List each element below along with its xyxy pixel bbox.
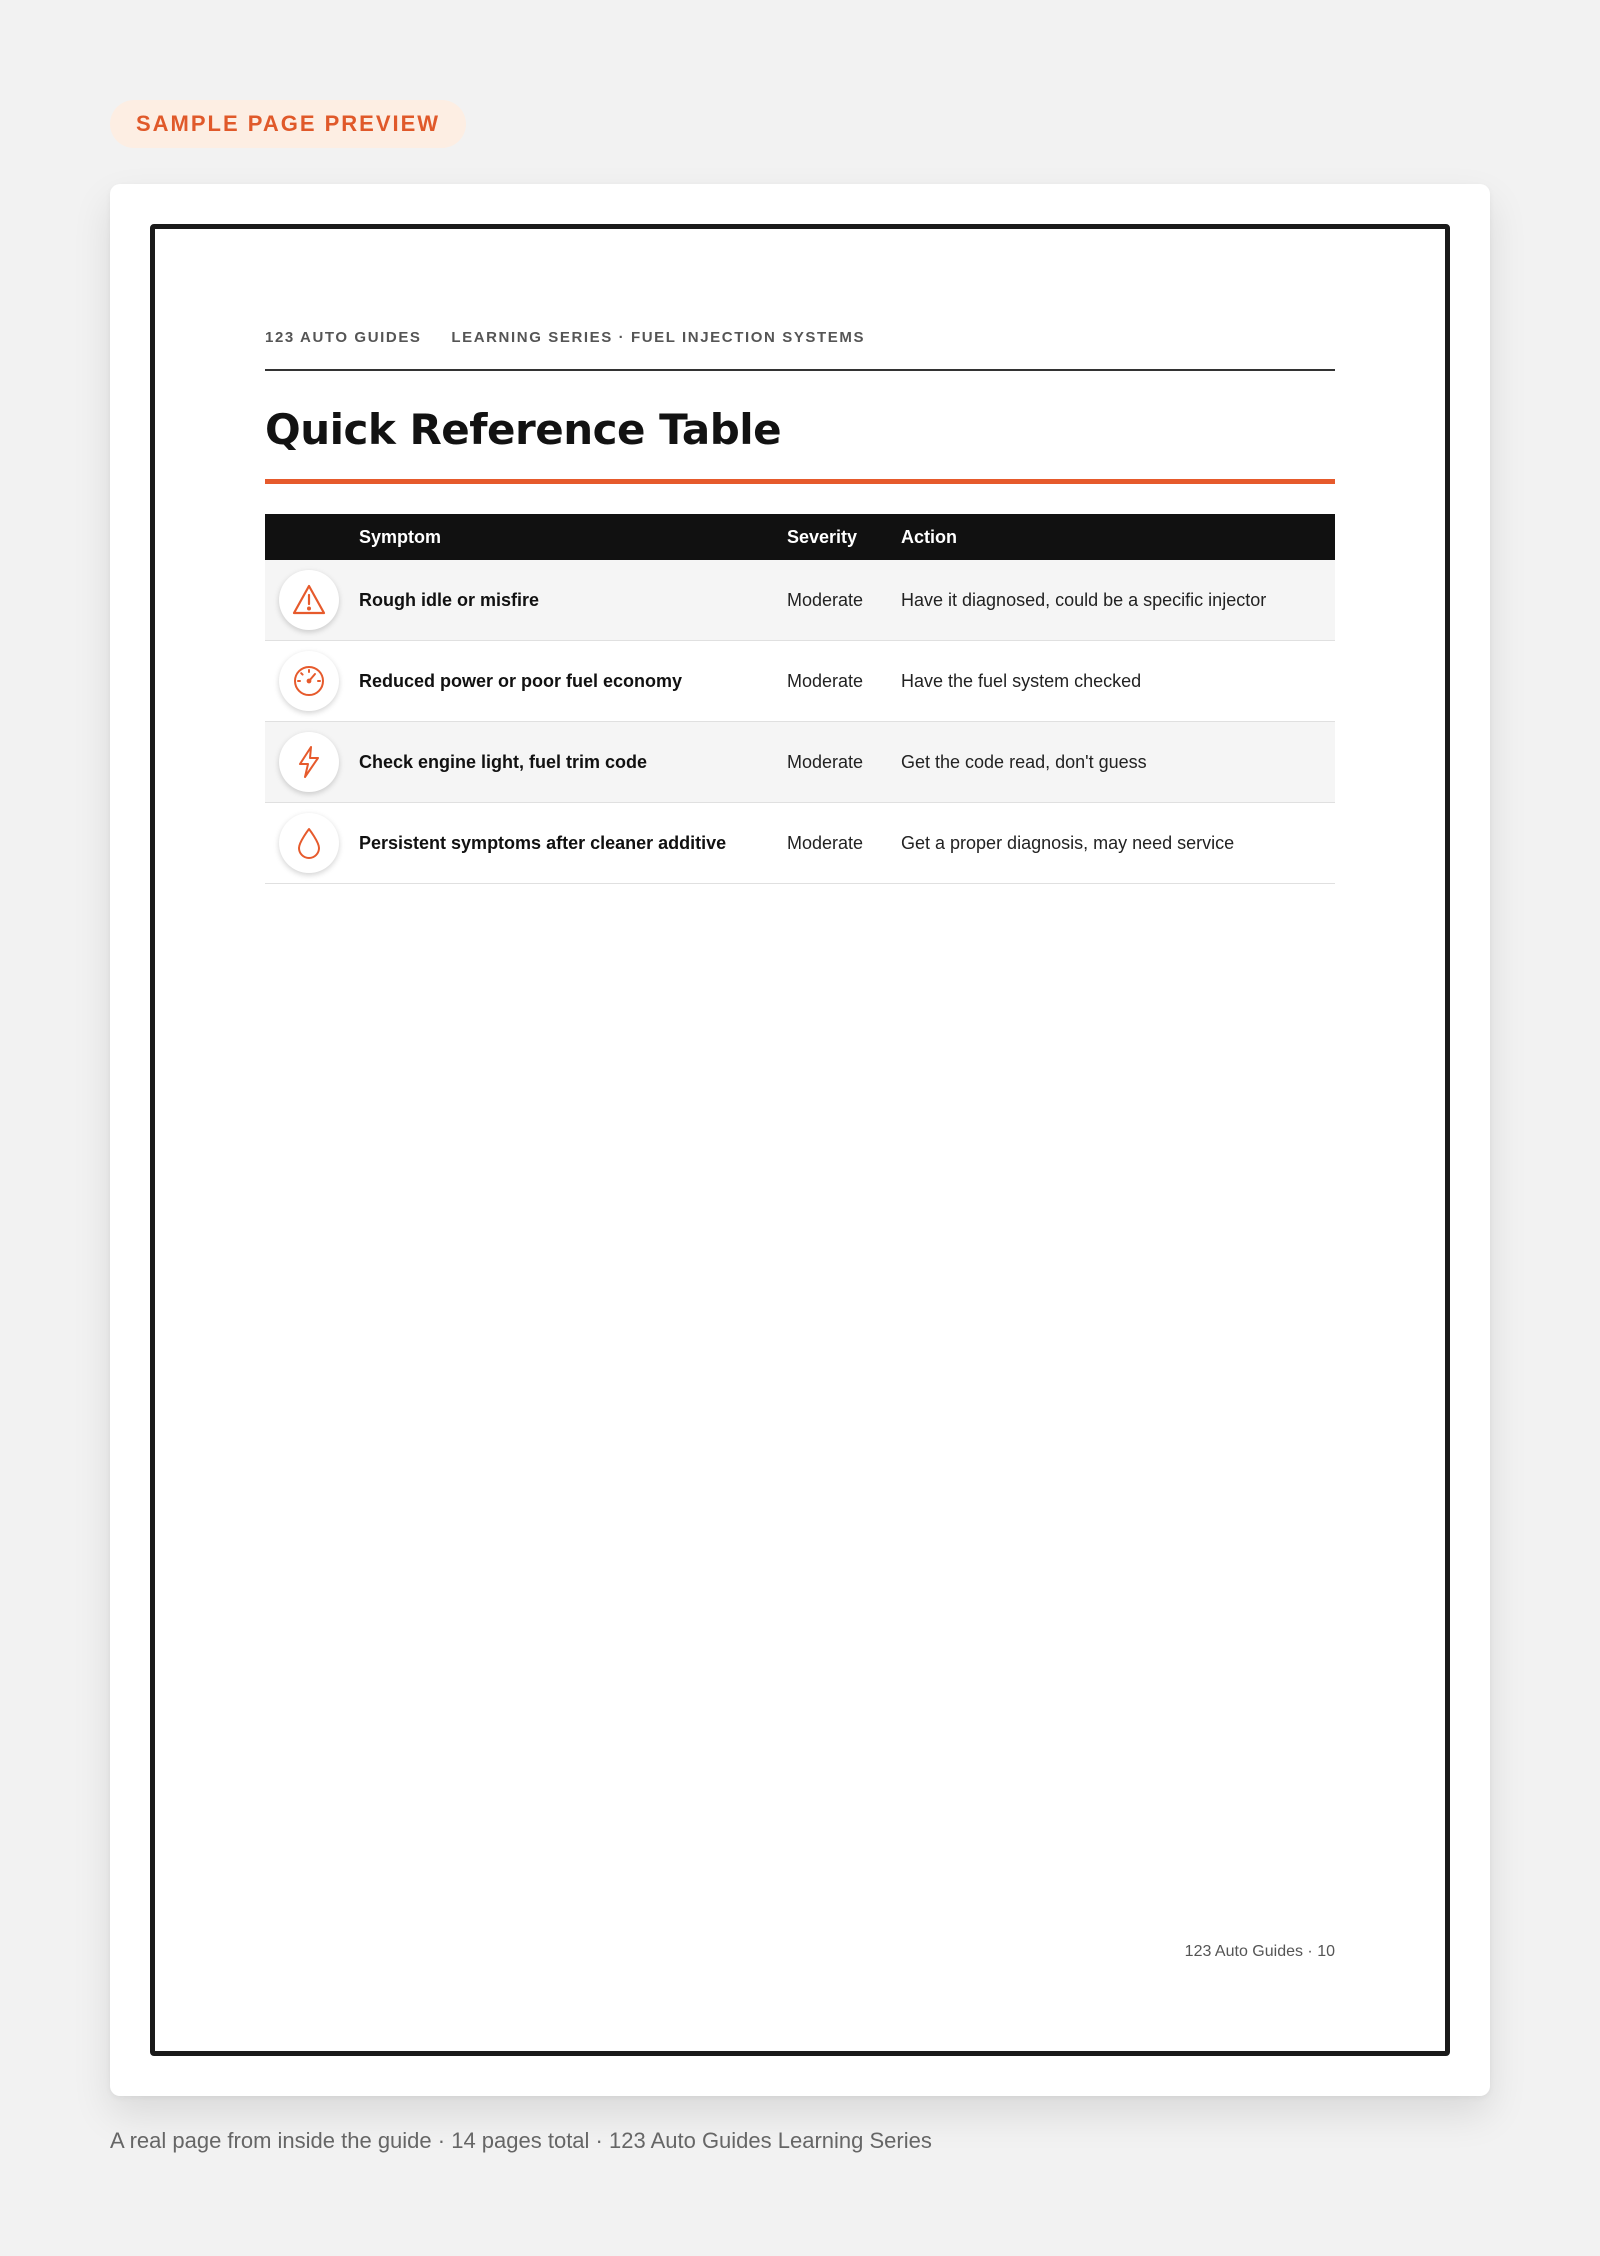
table-row	[265, 641, 1335, 722]
table-row	[265, 722, 1335, 803]
page-title: Quick Reference Table	[265, 405, 782, 454]
running-head	[265, 329, 1335, 371]
action-cell: Get the code read, don't guess	[901, 722, 1335, 803]
title-underline	[265, 479, 1335, 484]
table-header-action: Action	[901, 514, 1335, 560]
preview-caption: A real page from inside the guide · 14 pages total · 123 Auto Guides Learning Series	[110, 2128, 932, 2153]
action-cell: Have it diagnosed, could be a specific injector	[901, 560, 1335, 641]
fuel-drop-icon	[279, 813, 339, 873]
severity-cell: Moderate	[787, 641, 901, 722]
page-footer: 123 Auto Guides · 10	[1184, 1943, 1335, 1960]
symptom-cell: Rough idle or misfire	[359, 560, 787, 641]
symptom-cell: Reduced power or poor fuel economy	[359, 641, 787, 722]
lightning-bolt-icon	[279, 732, 339, 792]
table-header-symptom: Symptom	[359, 514, 787, 560]
sample-preview-badge: SAMPLE PAGE PREVIEW	[110, 100, 466, 148]
table-header-icon	[265, 514, 359, 560]
severity-cell: Moderate	[787, 560, 901, 641]
quick-reference-table	[265, 514, 1335, 884]
table-row	[265, 803, 1335, 884]
severity-cell: Moderate	[787, 722, 901, 803]
running-head-brand: 123 AUTO GUIDES	[265, 329, 422, 346]
action-cell: Have the fuel system checked	[901, 641, 1335, 722]
running-head-series: LEARNING SERIES · FUEL INJECTION SYSTEMS	[451, 329, 866, 346]
document-page	[150, 224, 1450, 2056]
symptom-cell: Check engine light, fuel trim code	[359, 722, 787, 803]
table-row	[265, 560, 1335, 641]
preview-card	[110, 184, 1490, 2096]
gauge-icon	[279, 651, 339, 711]
table-header-severity: Severity	[787, 514, 901, 560]
severity-cell: Moderate	[787, 803, 901, 884]
action-cell: Get a proper diagnosis, may need service	[901, 803, 1335, 884]
warning-triangle-icon	[279, 570, 339, 630]
table-header-row	[265, 514, 1335, 560]
symptom-cell: Persistent symptoms after cleaner additive	[359, 803, 787, 884]
